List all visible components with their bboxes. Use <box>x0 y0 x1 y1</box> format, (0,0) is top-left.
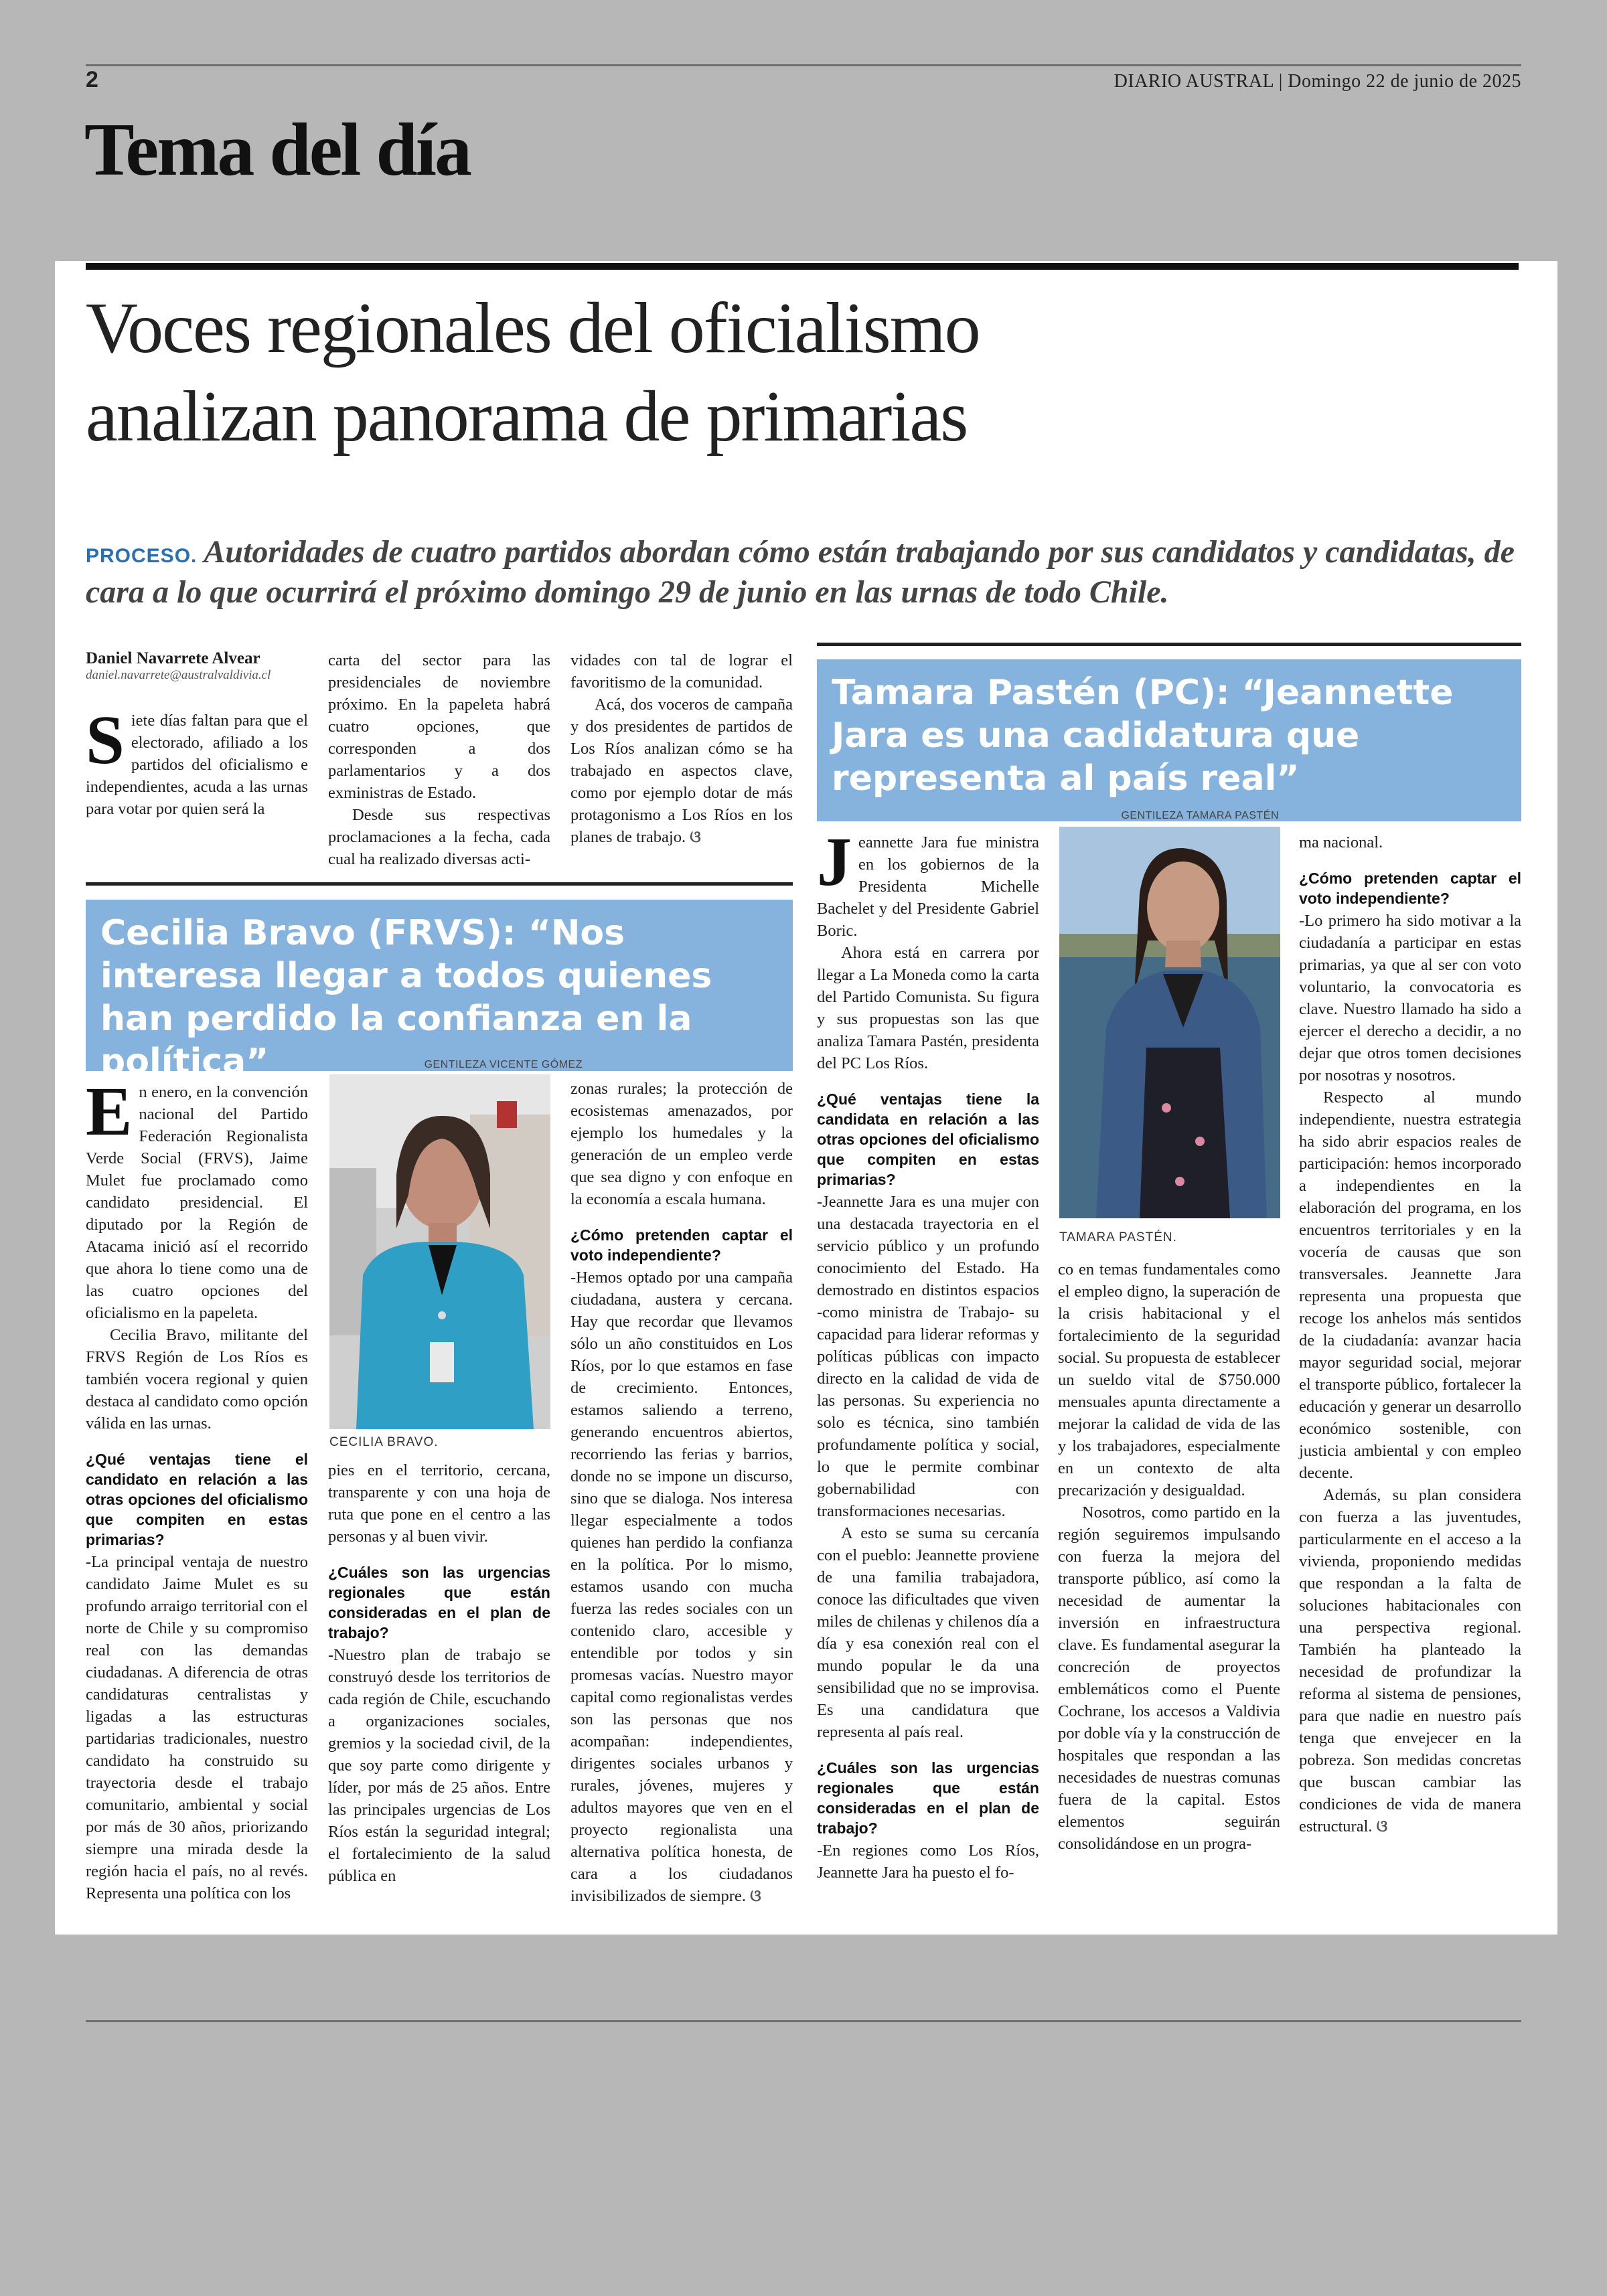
bravo-question-2: ¿Cuáles son las urgencias regionales que están consideradas en el plan de trabajo? <box>328 1564 550 1641</box>
top-rule <box>86 64 1521 66</box>
bottom-rule <box>86 2020 1521 2022</box>
section-title: Tema del día <box>84 108 470 191</box>
headline-line-2: analizan panorama de primarias <box>86 377 968 457</box>
pasten-paragraph-8: Además, su plan considera con fuerza a las juventudes, particularmente en el acceso a la vivienda, proponiendo medidas que respondan a la falta de soluciones habitacionales con una perspectiva regional. También ha planteado la necesidad de profundizar la reforma al sistema de pensiones, para que nadie en nuestro país tenga que envejecer en la pobreza. Son medidas concretas que buscan cambiar las condiciones de vida de manera estructural. ଓ <box>1299 1486 1521 1835</box>
pasten-paragraph-2: Ahora está en carrera por llegar a La Moneda como la carta del Partido Comunista. Su figura y sus propuestas son las que analiza Tamara Pastén, presidenta del PC Los Ríos. <box>817 944 1039 1072</box>
pasten-rule <box>817 643 1521 646</box>
intro-paragraph-1: Siete días faltan para que el electorado, afiliado a los partidos del oficialismo e independientes, acuda a las urnas para votar por quien será la <box>86 702 308 818</box>
pasten-paragraph-4: co en temas fundamentales como el empleo digno, la superación de la crisis habitacional y el fortalecimiento de la seguridad social. Su propuesta de establecer un sueldo vital de $750.000 mensuales apunta directamente a mejorar la calidad de vida de las y los trabajadores, especialmente en un contexto de alta precarización y desigualdad. <box>1058 1260 1280 1499</box>
bravo-answer-2: -Nuestro plan de trabajo se construyó desde los territorios de cada región de Chile, escuchando a organizaciones sociales, gremios y la sociedad civil, de la que soy parte como dirigente y líder, por más de 25 años. Entre las principales urgencias de Los Ríos están la seguridad integral; el fortalecimiento de la salud pública en <box>328 1646 550 1885</box>
bravo-question-3: ¿Cómo pretenden captar el voto independiente? <box>570 1226 793 1264</box>
pasten-paragraph-1: Jeannette Jara fue ministra en los gobiernos de la Presidenta Michelle Bachelet y del Presidente Gabriel Boric. <box>817 823 1039 940</box>
pasten-answer-1: -Jeannette Jara es una mujer con una destacada trayectoria en el servicio público y un profundo conocimiento del Estado. Ha demostrado en distintos espacios -como ministra de Trabajo- su capacidad para liderar reformas y políticas públicas con impacto directo en la calidad de vida de las personas. Su experiencia no solo es técnica, sino también profundamente política y social, lo que le permite combinar gobernabilidad con transformaciones necesarias. <box>817 1193 1039 1520</box>
pasten-paragraph-6: ma nacional. <box>1299 833 1383 851</box>
bravo-caption: CECILIA BRAVO. <box>329 1435 439 1449</box>
pasten-title: Tamara Pastén (PC): “Jeannette Jara es una cadidatura que representa al país real” <box>832 673 1454 799</box>
kicker: PROCESO. <box>86 545 198 567</box>
pasten-photo <box>1059 827 1280 1218</box>
bravo-photo-credit: GENTILEZA VICENTE GÓMEZ <box>424 1059 583 1070</box>
pasten-answer-2: -En regiones como Los Ríos, Jeannette Jara ha puesto el fo- <box>817 1841 1039 1882</box>
bravo-paragraph-4: zonas rurales; la protección de ecosistemas amenazados, por ejemplo los humedales y la generación de un empleo verde que sea digno y con enfoque en la economía a escala humana. <box>570 1080 793 1208</box>
pasten-photo-credit: GENTILEZA TAMARA PASTÉN <box>1121 810 1279 821</box>
bravo-paragraph-3: pies en el territorio, cercana, transparente y con una hoja de ruta que pone en el centro a las personas y al buen vivir. <box>328 1461 550 1546</box>
pasten-portrait-image <box>1059 827 1280 1218</box>
bravo-column-1 <box>86 1073 308 1904</box>
deck-text: Autoridades de cuatro partidos abordan cómo están trabajando por sus candidatos y candidatas, de cara a lo que ocurrirá el próximo domingo 29 de junio en las urnas de todo Chile. <box>86 534 1515 610</box>
bravo-end-mark: ଓ <box>750 1887 761 1905</box>
bravo-photo <box>329 1074 550 1429</box>
author-email: daniel.navarrete@australvaldivia.cl <box>86 668 271 682</box>
bravo-title-box <box>86 900 793 1082</box>
headline <box>86 284 1525 461</box>
bravo-rule <box>86 882 793 886</box>
deck <box>86 532 1525 612</box>
drop-cap: S <box>86 702 125 778</box>
pasten-column-2 <box>1058 1258 1280 1855</box>
pasten-question-3: ¿Cómo pretenden captar el voto independiente? <box>1299 870 1521 907</box>
intro-column-1 <box>86 649 308 820</box>
pasten-caption: TAMARA PASTÉN. <box>1059 1230 1177 1244</box>
bravo-answer-1: -La principal ventaja de nuestro candidato Jaime Mulet es su profundo arraigo territorial con el norte de Chile y su compromiso real con las demandas ciudadanas. A diferencia de otras candidaturas centralistas y ligadas a las estructuras partidarias tradicionales, nuestro candidato ha construido su trayectoria desde el trabajo comunitario, ambiental y social por más de 30 años, priorizando siempre una mirada desde la región hacia el país, no al revés. Representa una política con los <box>86 1553 308 1902</box>
pasten-paragraph-7: Respecto al mundo independiente, nuestra estrategia ha sido abrir espacios reales de participación: hemos incorporado a independientes en la elaboración del programa, en los encuentros territoriales y en la vocería de causas que son transversales. Jeannette Jara representa una propuesta que recoge los anhelos más sentidos de la ciudadanía: avanzar hacia mayor seguridad social, mejorar el transporte público, fortalecer la educación y generar un desarrollo económico sostenible, con justicia ambiental y con empleo decente. <box>1299 1088 1521 1482</box>
intro-column-2 <box>328 649 550 870</box>
pasten-end-mark: ଓ <box>1376 1817 1388 1835</box>
page-number: 2 <box>86 67 98 92</box>
bravo-column-2 <box>328 1459 550 1887</box>
pasten-paragraph-3: A esto se suma su cercanía con el pueblo: Jeannette proviene de una familia trabajadora, conoce las dificultades que viven miles de chilenas y chilenos día a día y esa conexión real con el mundo popular le da una sensibilidad que no se improvisa. Es una candidatura que representa al país real. <box>817 1524 1039 1741</box>
pasten-paragraph-5: Nosotros, como partido en la región seguiremos impulsando con fuerza la mejora del transporte público, así como la necesidad de aumentar la inversión en infraestructura clave. Es fundamental asegurar la concreción de proyectos emblemáticos como el Puente Cochrane, los accesos a Valdivia por doble vía y la construcción de hospitales que respondan a las necesidades de nuestras comunas fuera de la capital. Estos elementos seguirán consolidándose en un progra- <box>1058 1503 1281 1853</box>
pasten-question-1: ¿Qué ventajas tiene la candidata en relación a las otras opciones del oficialismo que compiten en estas primarias? <box>817 1090 1039 1188</box>
end-mark: ଓ <box>690 828 701 846</box>
bravo-answer-3: -Hemos optado por una campaña ciudadana, austera y cercana. Hay que recordar que llevamos sólo un año constituidos en Los Ríos, por lo que estamos en fase de crecimiento. Entonces, estamos saliendo a terreno, generando encuentros abiertos, recorriendo las ferias y barrios, donde no se impone un discurso, sino que se dialoga. Nos interesa llegar especialmente a todos quienes han perdido la confianza en la política. Por lo mismo, estamos usando con mucha fuerza las redes sociales con un contenido claro, accesible y entendible por todos y sin promesas vacías. Nuestro mayor capital como regionalistas verdes son las personas que nos acompañan: independientes, dirigentes sociales urbanos y rurales, jóvenes, mujeres y adultos mayores que ven en el proyecto regionalista una alternativa política honesta, de cara a los ciudadanos invisibilizados de siempre. ଓ <box>570 1268 793 1905</box>
pasten-answer-3: -Lo primero ha sido motivar a la ciudadanía a participar en estas primarias, ya que al ser con voto voluntario, la convocatoria es clave. Nuestro llamado ha sido a ejercer el derecho a decidir, a no dejar que otros tomen decisiones por nosotras y nosotros. <box>1299 912 1521 1084</box>
bravo-column-3 <box>570 1078 793 1907</box>
pasten-column-3 <box>1299 831 1521 1837</box>
bravo-paragraph-2: Cecilia Bravo, militante del FRVS Región de Los Ríos es también vocera regional y quien destaca al candidato como opción válida en las urnas. <box>86 1326 308 1432</box>
dateline: DIARIO AUSTRAL | Domingo 22 de junio de 2025 <box>1114 71 1521 92</box>
intro-paragraph-4: vidades con tal de lograr el favoritismo de la comunidad. <box>570 651 793 691</box>
intro-paragraph-3: Desde sus respectivas proclamaciones a la fecha, cada cual ha realizado diversas acti- <box>328 806 550 868</box>
intro-paragraph-2: carta del sector para las presidenciales de noviembre próximo. En la papeleta habrá cuatro opciones, que corresponden a dos parlamentarios y a dos exministras de Estado. <box>328 651 550 802</box>
bravo-drop-cap: E <box>86 1073 133 1150</box>
pasten-question-2: ¿Cuáles son las urgencias regionales que están consideradas en el plan de trabajo? <box>817 1759 1039 1837</box>
bravo-title: Cecilia Bravo (FRVS): “Nos interesa llegar a todos quienes han perdido la confianza en la política” <box>100 913 712 1082</box>
bravo-paragraph-1: En enero, en la convención nacional del Partido Federación Regionalista Verde Social (FRVS), Jaime Mulet fue proclamado como candidato presidencial. El diputado por la Región de Atacama inició así el recorrido que ahora lo tiene como una de las cuatro opciones del oficialismo en la papeleta. <box>86 1073 308 1322</box>
intro-paragraph-5: Acá, dos voceros de campaña y dos presidentes de partidos de Los Ríos analizan cómo se ha trabajado en aspectos clave, como por ejemplo dotar de más protagonismo a Los Ríos en los planes de trabajo. ଓ <box>570 695 793 846</box>
bravo-question-1: ¿Qué ventajas tiene el candidato en relación a las otras opciones del oficialismo que compiten en estas primarias? <box>86 1451 308 1548</box>
publication-date: Domingo 22 de junio de 2025 <box>1288 71 1521 92</box>
pasten-title-box <box>817 659 1521 821</box>
author: Daniel Navarrete Alvear <box>86 649 260 667</box>
pasten-column-1 <box>817 823 1039 1884</box>
publication-name: DIARIO AUSTRAL <box>1114 71 1274 92</box>
pasten-drop-cap: J <box>817 823 852 900</box>
headline-line-1: Voces regionales del oficialismo <box>86 289 980 368</box>
intro-column-3 <box>570 649 793 848</box>
headline-bar <box>86 263 1519 270</box>
bravo-portrait-image <box>329 1074 550 1429</box>
